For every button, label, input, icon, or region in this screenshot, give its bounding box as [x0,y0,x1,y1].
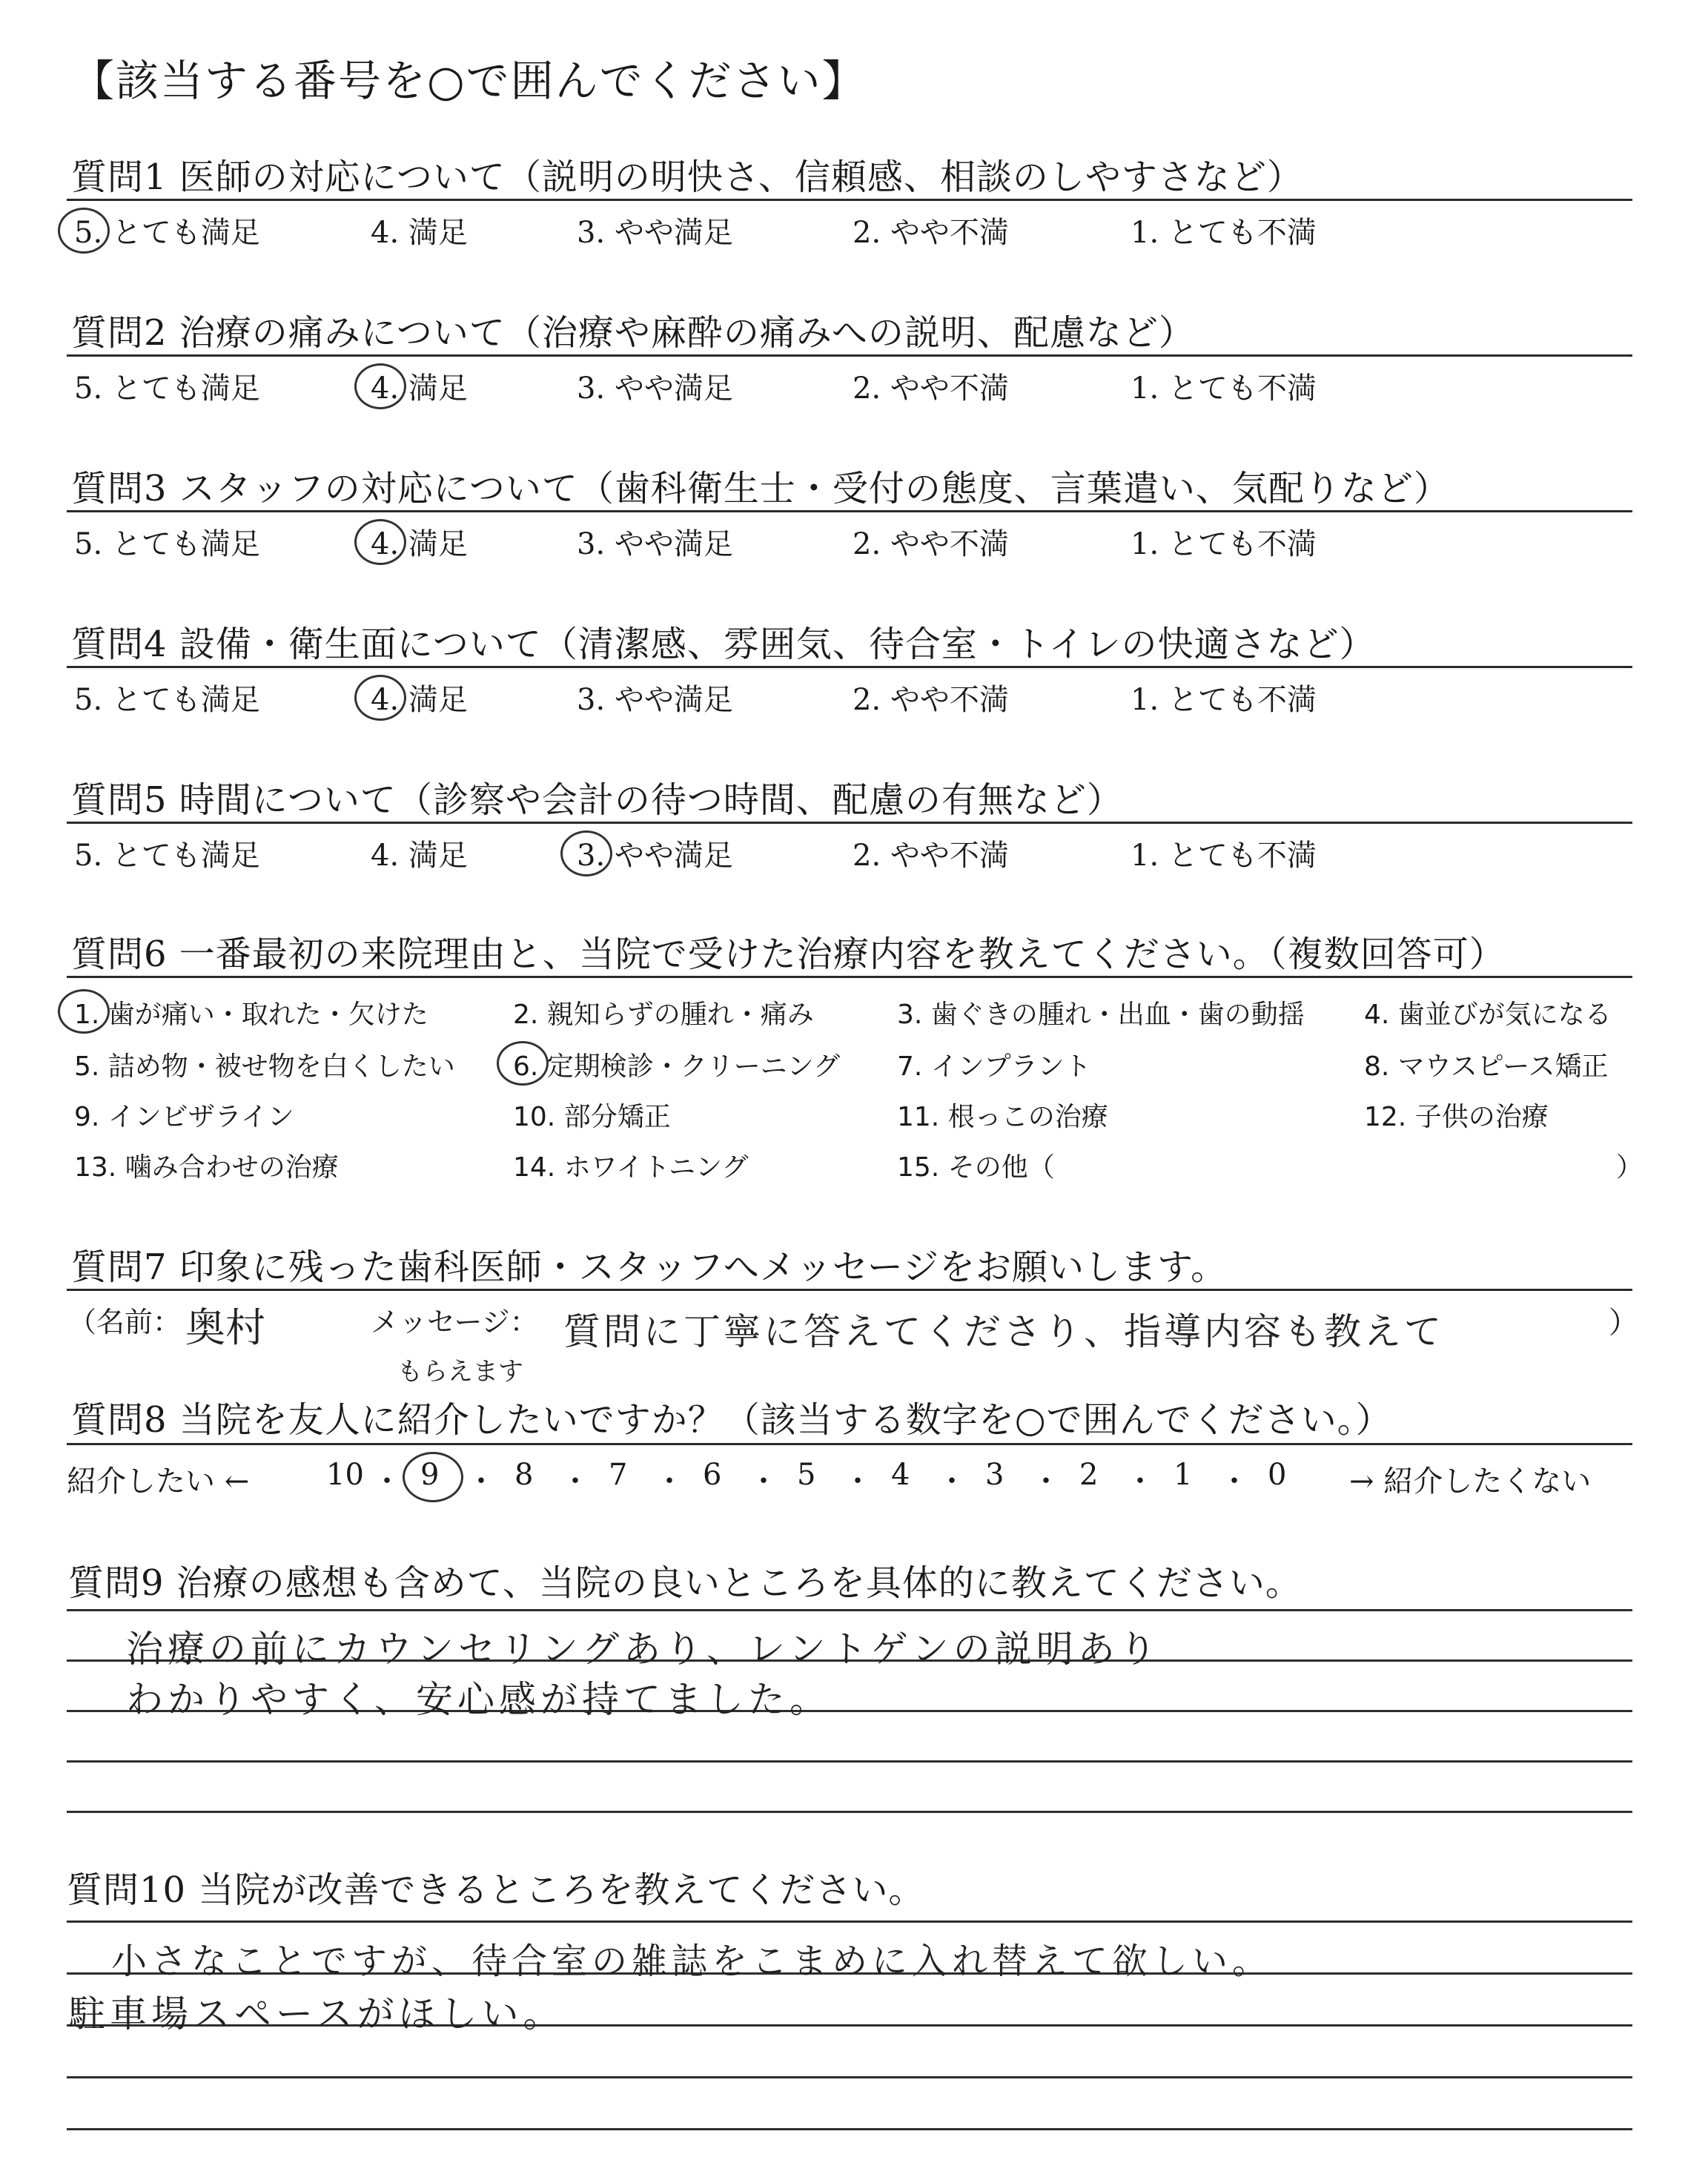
q3-option-3[interactable]: 3. やや満足 [577,527,733,561]
q8-scale-9[interactable]: 9 [420,1458,440,1492]
q2-option-1[interactable]: 1. とても不満 [1131,371,1317,406]
q6-option-6[interactable]: 6. 定期検診・クリーニング [513,1051,841,1082]
question-1-rule [67,199,1632,201]
q6-option-9[interactable]: 9. インビザライン [74,1102,294,1132]
q3-option-2[interactable]: 2. やや不満 [853,527,1009,561]
q10-answer-line2[interactable]: 駐車場スペースがほしい。 [68,1992,565,2035]
q1-option-1[interactable]: 1. とても不満 [1131,216,1317,250]
q2-selection-circle [354,363,406,409]
q3-selection-circle [354,519,406,565]
q1-option-2[interactable]: 2. やや不満 [853,216,1009,250]
q8-scale-1[interactable]: 1 [1174,1458,1193,1492]
q8-scale-separator: ・ [1125,1464,1155,1499]
q8-scale-separator: ・ [466,1464,496,1499]
q8-scale-separator: ・ [655,1464,684,1499]
q8-scale-10[interactable]: 10 [326,1458,364,1492]
q5-option-3[interactable]: 3. やや満足 [577,839,733,873]
q10-line [67,2076,1632,2078]
q3-option-4[interactable]: 4. 満足 [371,527,468,561]
q2-option-5[interactable]: 5. とても満足 [74,371,260,406]
q6-option-1[interactable]: 1. 歯が痛い・取れた・欠けた [74,1000,428,1030]
q1-option-3[interactable]: 3. やや満足 [577,216,733,250]
q1-option-4[interactable]: 4. 満足 [371,216,468,250]
question-6-rule [67,976,1632,978]
q6-option-15[interactable]: 15. その他（ [897,1152,1055,1183]
q4-selection-circle [354,675,406,721]
q8-right-label: → 紹介したくない [1349,1464,1592,1499]
q6-selection-circle [497,1041,549,1086]
q4-option-5[interactable]: 5. とても満足 [74,683,260,717]
q8-scale-separator: ・ [1219,1464,1249,1499]
q10-answer-line1[interactable]: 小さなことですが、待合室の雑誌をこまめに入れ替えて欲しい。 [111,1941,1273,1982]
q9-answer-line1[interactable]: 治療の前にカウンセリングあり、レントゲンの説明あり [126,1628,1161,1671]
q7-message-label: メッセージ： [371,1306,538,1338]
q8-selection-circle [403,1452,463,1502]
q9-line [67,1811,1632,1813]
q8-scale-separator: ・ [749,1464,778,1499]
q9-answer-line2[interactable]: わかりやすく、安心感が持てました。 [126,1678,831,1721]
q7-name-open: （名前： [68,1306,182,1338]
q3-option-5[interactable]: 5. とても満足 [74,527,260,561]
q2-option-2[interactable]: 2. やや不満 [853,371,1009,406]
question-8-label: 質問8 当院を友人に紹介したいですか？（該当する数字を○で囲んでください。） [71,1399,1392,1441]
q5-option-1[interactable]: 1. とても不満 [1131,839,1317,873]
question-9-label: 質問9 治療の感想も含めて、当院の良いところを具体的に教えてください。 [68,1562,1302,1604]
q6-option-10[interactable]: 10. 部分矯正 [513,1102,671,1132]
q7-message-line1[interactable]: 質問に丁寧に答えてくださり、指導内容も教えて [563,1310,1444,1353]
q6-option-13[interactable]: 13. 噛み合わせの治療 [74,1152,339,1183]
question-3-rule [67,510,1632,512]
q2-option-4[interactable]: 4. 満足 [371,371,468,406]
q6-option-7[interactable]: 7. インプラント [897,1051,1091,1082]
q8-scale-7[interactable]: 7 [609,1458,628,1492]
q6-option-2[interactable]: 2. 親知らずの腫れ・痛み [513,1000,814,1030]
q2-option-3[interactable]: 3. やや満足 [577,371,733,406]
q6-selection-circle [58,989,110,1034]
q5-selection-circle [560,830,612,876]
q4-option-1[interactable]: 1. とても不満 [1131,683,1317,717]
q6-option-11[interactable]: 11. 根っこの治療 [897,1102,1108,1132]
q8-scale-separator: ・ [937,1464,967,1499]
q8-scale-3[interactable]: 3 [985,1458,1004,1492]
q8-scale-0[interactable]: 0 [1268,1458,1287,1492]
question-10-label: 質問10 当院が改善できるところを教えてください。 [67,1869,925,1911]
q8-scale-8[interactable]: 8 [514,1458,534,1492]
q5-option-2[interactable]: 2. やや不満 [853,839,1009,873]
question-7-rule [67,1289,1632,1291]
q4-option-4[interactable]: 4. 満足 [371,683,468,717]
q8-scale-6[interactable]: 6 [703,1458,722,1492]
question-2-rule [67,354,1632,357]
question-2-label: 質問2 治療の痛みについて（治療や麻酔の痛みへの説明、配慮など） [71,312,1195,354]
question-7-label: 質問7 印象に残った歯科医師・スタッフへメッセージをお願いします。 [71,1246,1228,1288]
q5-option-4[interactable]: 4. 満足 [371,839,468,873]
q7-message-line2[interactable]: もらえます [397,1357,523,1387]
q3-option-1[interactable]: 1. とても不満 [1131,527,1317,561]
q8-scale-separator: ・ [1031,1464,1061,1499]
question-3-label: 質問3 スタッフの対応について（歯科衛生士・受付の態度、言葉遣い、気配りなど） [71,468,1450,509]
question-5-label: 質問5 時間について（診察や会計の待つ時間、配慮の有無など） [71,779,1123,821]
q6-other-close: ） [1616,1152,1644,1183]
q1-option-5[interactable]: 5. とても満足 [74,216,260,250]
question-6-label: 質問6 一番最初の来院理由と、当院で受けた治療内容を教えてください。（複数回答可） [71,934,1506,975]
q1-selection-circle [58,208,110,254]
q6-option-5[interactable]: 5. 詰め物・被せ物を白くしたい [74,1051,455,1082]
q6-option-8[interactable]: 8. マウスピース矯正 [1364,1051,1609,1082]
q8-scale-separator: ・ [560,1464,590,1499]
q9-line [67,1760,1632,1763]
q6-option-3[interactable]: 3. 歯ぐきの腫れ・出血・歯の動揺 [897,1000,1305,1030]
q6-option-12[interactable]: 12. 子供の治療 [1364,1102,1549,1132]
q10-line [67,2128,1632,2130]
question-5-rule [67,822,1632,824]
q4-option-2[interactable]: 2. やや不満 [853,683,1009,717]
q8-scale-2[interactable]: 2 [1079,1458,1099,1492]
q10-line [67,1920,1632,1923]
q8-left-label: 紹介したい ← [67,1464,250,1499]
q7-name-value[interactable]: 奥村 [185,1304,265,1351]
q4-option-3[interactable]: 3. やや満足 [577,683,733,717]
question-4-label: 質問4 設備・衛生面について（清潔感、雰囲気、待合室・トイレの快適さなど） [71,624,1376,665]
q8-scale-separator: ・ [372,1464,402,1499]
q7-close-paren: ） [1609,1306,1638,1340]
q8-scale-separator: ・ [843,1464,873,1499]
q6-option-4[interactable]: 4. 歯並びが気になる [1364,1000,1612,1030]
page-title: 【該当する番号を○で囲んでください】 [71,56,867,106]
q5-option-5[interactable]: 5. とても満足 [74,839,260,873]
q8-scale-5[interactable]: 5 [797,1458,816,1492]
q9-line [67,1609,1632,1611]
question-1-label: 質問1 医師の対応について（説明の明快さ、信頼感、相談のしやすさなど） [71,156,1303,198]
q8-scale-4[interactable]: 4 [891,1458,910,1492]
q6-option-14[interactable]: 14. ホワイトニング [513,1152,749,1183]
question-4-rule [67,666,1632,668]
question-8-rule [67,1443,1632,1445]
